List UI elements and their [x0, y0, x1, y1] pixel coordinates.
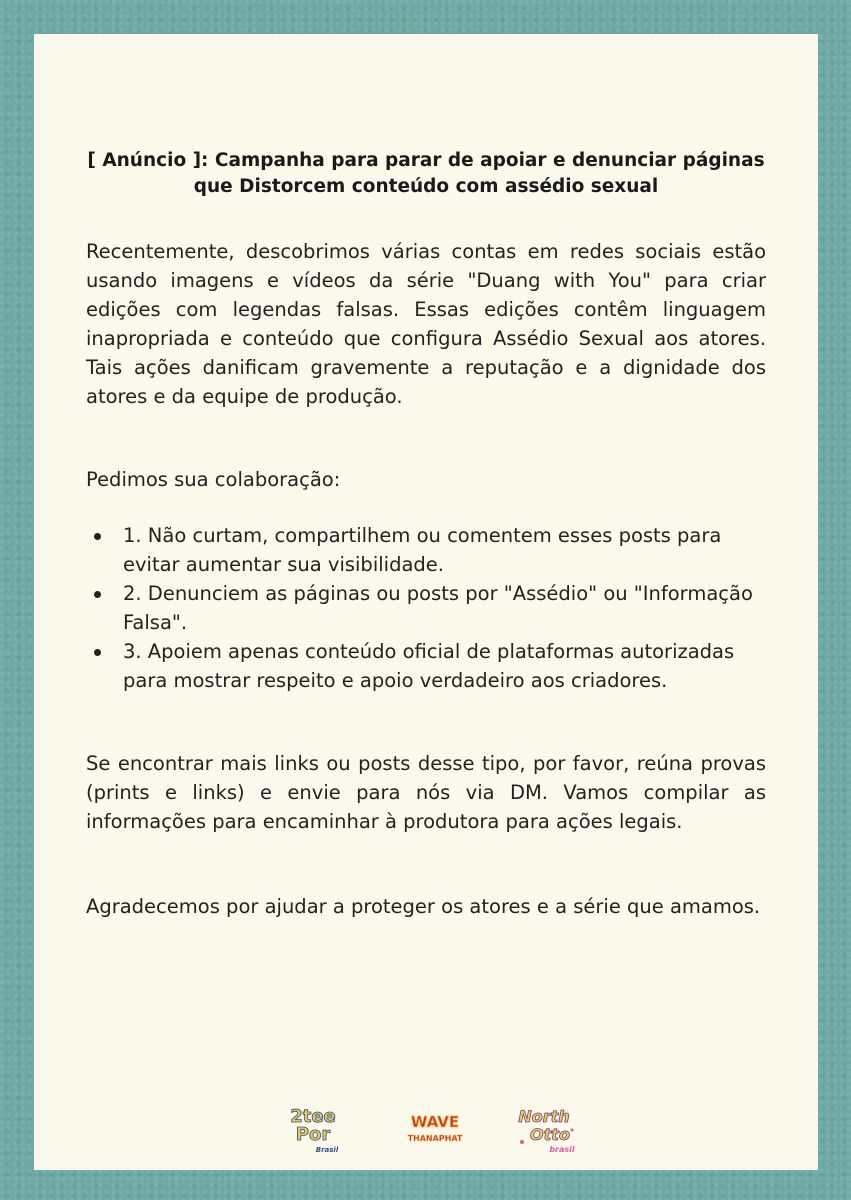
- logo2-line2: THANAPHAT: [407, 1134, 463, 1143]
- list-item: [86, 637, 766, 695]
- 2teepor-logo: [287, 1102, 339, 1158]
- logo3-line2: Otto: [530, 1125, 570, 1144]
- bullet-icon: [94, 591, 101, 598]
- logo2-line1: WAVE: [410, 1113, 460, 1131]
- paragraph-thanks: Agradecemos por ajudar a proteger os atores e a série que amamos.: [86, 895, 761, 918]
- title-line-2: que Distorcem conteúdo com assédio sexual: [193, 176, 659, 197]
- list-item-text: 1. Não curtam, compartilhem ou comentem esses posts para evitar aumentar sua visibilidade.: [123, 524, 722, 576]
- sparkle-icon: [571, 1129, 574, 1132]
- paragraph-request: Pedimos sua colaboração:: [86, 468, 341, 491]
- logo1-sub: Brasil: [315, 1146, 339, 1154]
- logo3-sub: brasil: [549, 1145, 575, 1154]
- logo3-line1: North: [518, 1107, 570, 1126]
- announcement-title: [34, 148, 818, 200]
- bullet-icon: [94, 649, 101, 656]
- list-item: [86, 579, 766, 637]
- list-item-text: 3. Apoiem apenas conteúdo oficial de plataformas autorizadas para mostrar respeito e apoio verdadeiro aos criadores.: [123, 640, 735, 692]
- paragraph-report: Se encontrar mais links ou posts desse tipo, por favor, reúna provas (prints e links) e envie para nós via DM. Vamos compilar as informações para encaminhar à produtora para ações legais.: [86, 752, 766, 833]
- list-item: [86, 521, 766, 579]
- action-list: [86, 521, 766, 695]
- sparkle-icon: [520, 1140, 524, 1144]
- title-line-1: [ Anúncio ]: Campanha para parar de apoiar e denunciar páginas: [87, 150, 765, 171]
- list-item-text: 2. Denunciem as páginas ou posts por "Assédio" ou "Informação Falsa".: [123, 582, 753, 634]
- north-otto-logo: [512, 1102, 582, 1158]
- fanclub-logos: [34, 1102, 818, 1158]
- paragraph-intro: Recentemente, descobrimos várias contas em redes sociais estão usando imagens e vídeos da série "Duang with You" para criar edições com legendas falsas. Essas edições contêm linguagem inapropriada e conteúdo que configura Assédio Sexual aos atores. Tais ações danificam gravemente a reputação e a dignidade dos atores e da equipe de produção.: [86, 240, 766, 408]
- wave-thanaphat-logo: [406, 1110, 464, 1150]
- bullet-icon: [94, 533, 101, 540]
- announcement-card: [34, 34, 818, 1170]
- logo1-line2: Por: [295, 1124, 331, 1145]
- logo1-line1: 2tee: [290, 1106, 336, 1127]
